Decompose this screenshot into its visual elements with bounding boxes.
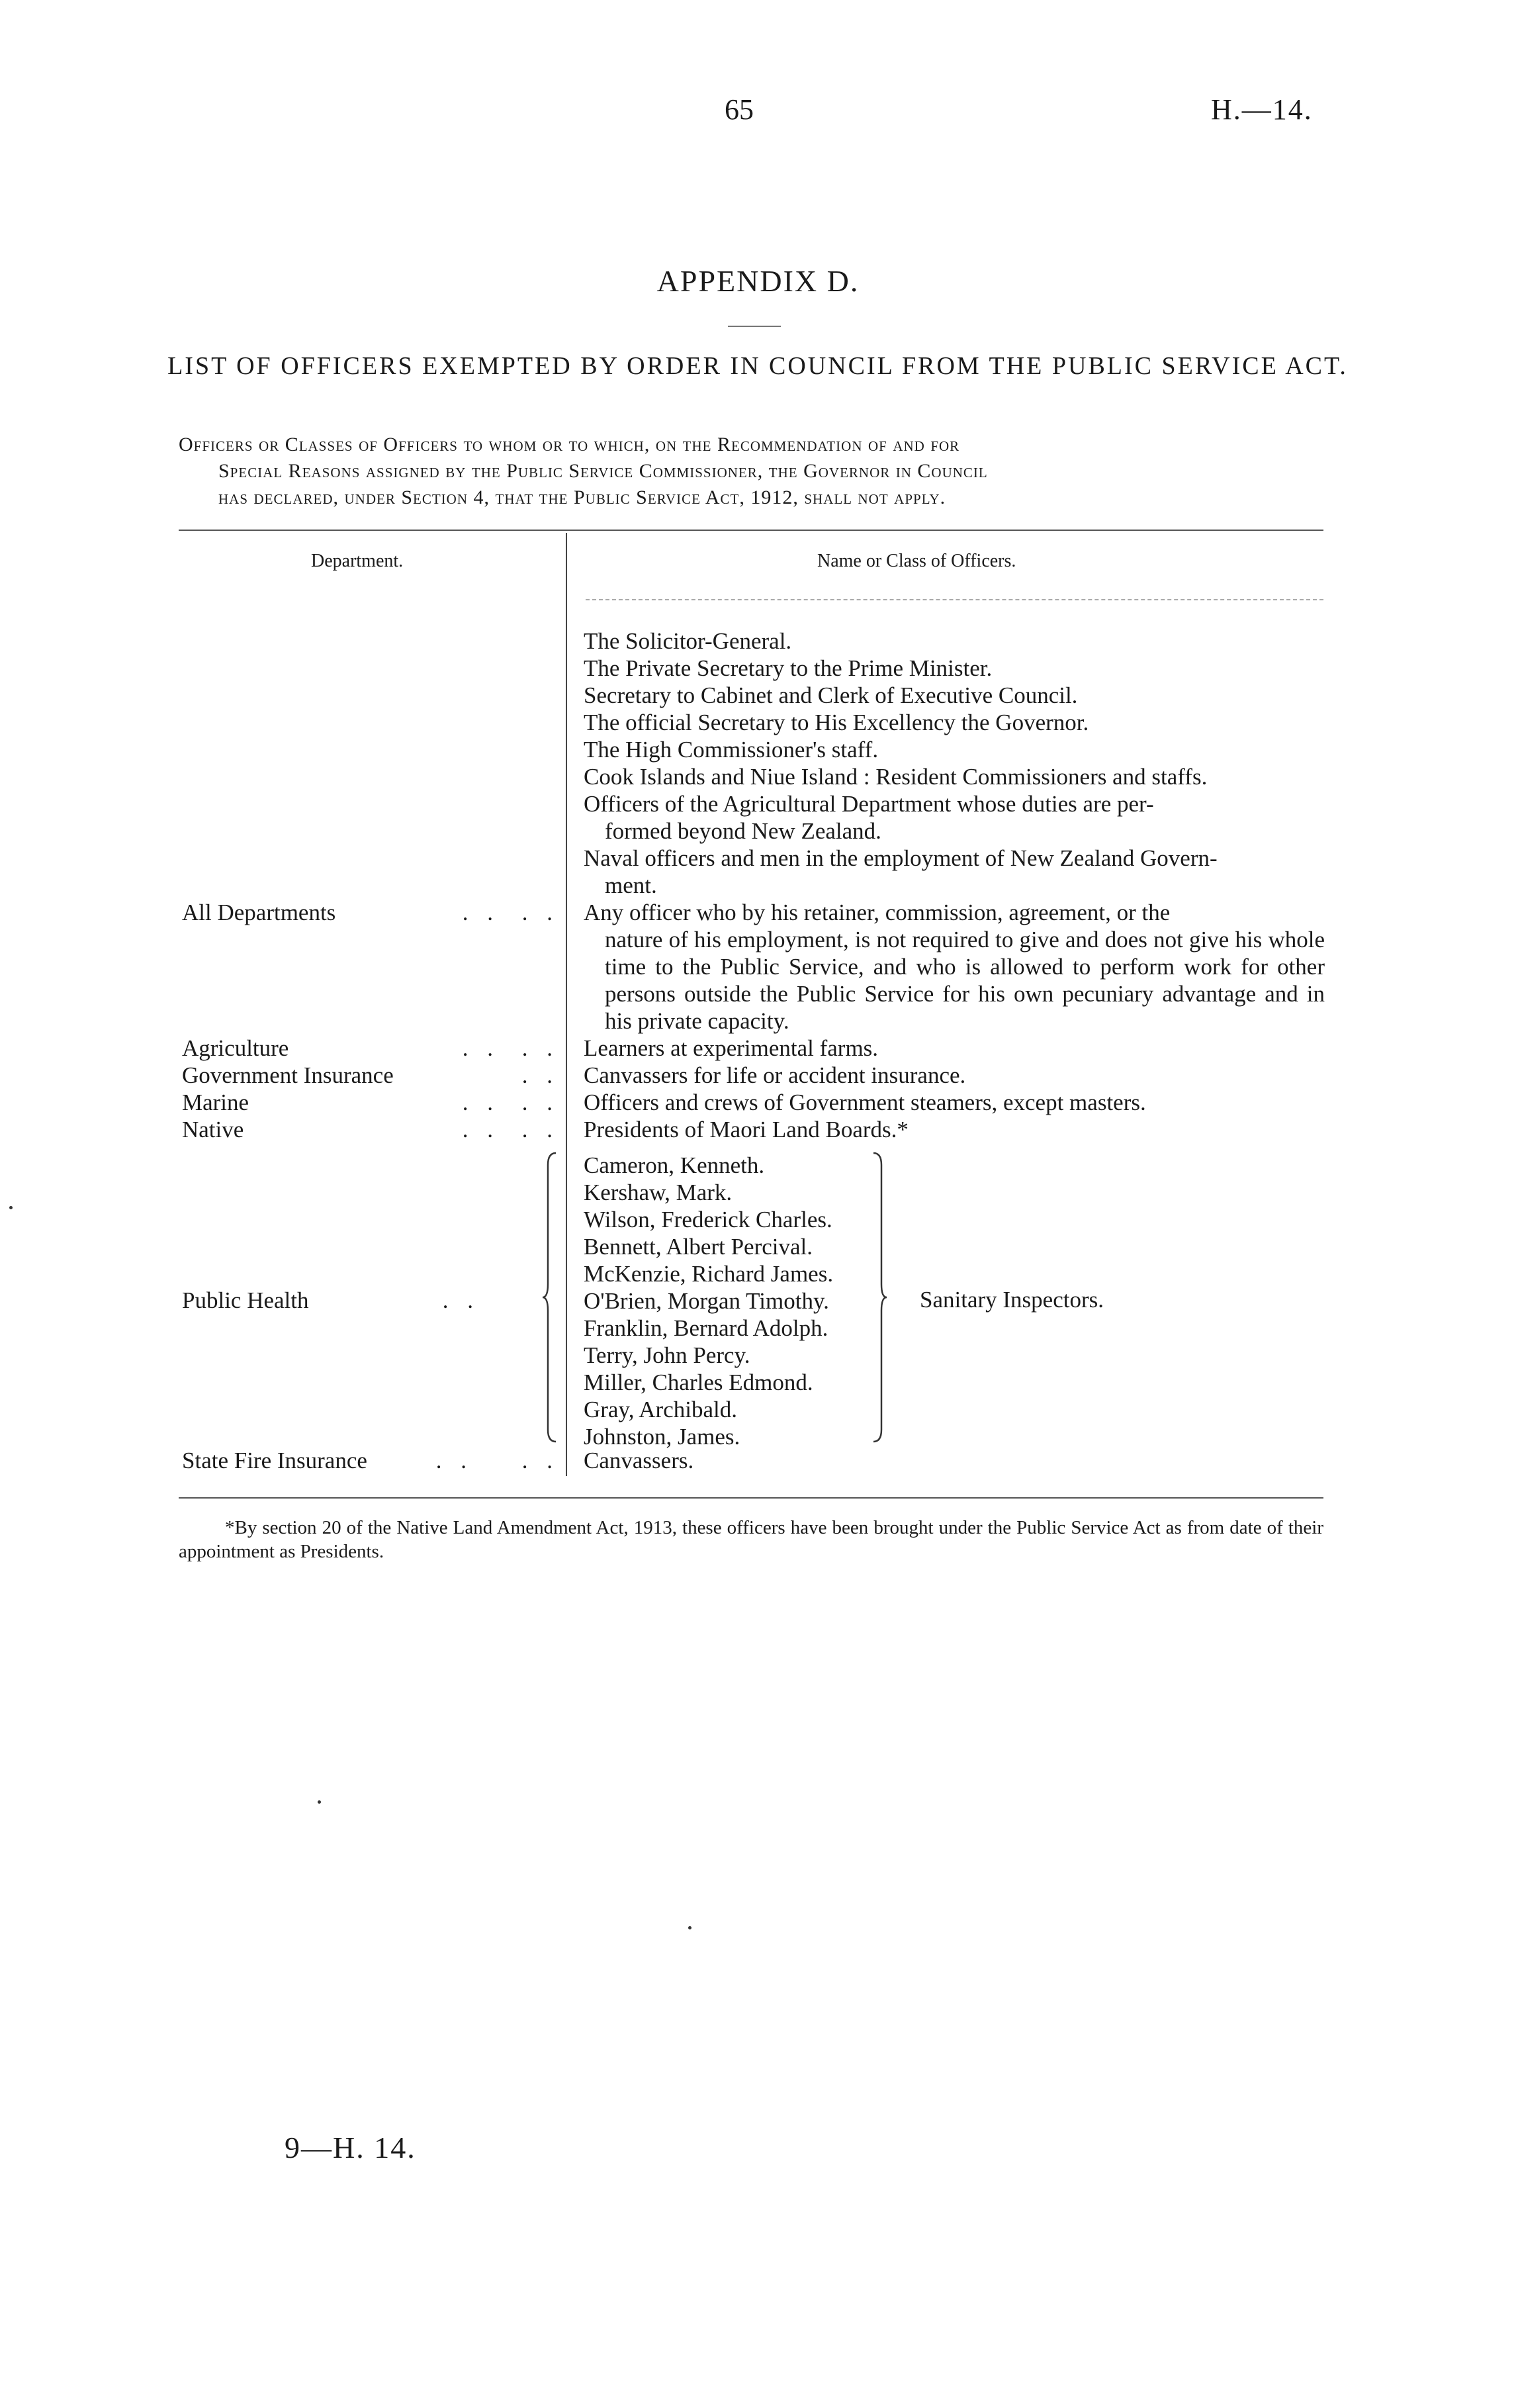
list-item: Franklin, Bernard Adolph. bbox=[584, 1315, 828, 1341]
table-row-officers: Canvassers for life or accident insurance. bbox=[584, 1062, 966, 1088]
footnote: *By section 20 of the Native Land Amendment Act, 1913, these officers have been brought under the Public Service Act as from date of their appointment as Presidents. bbox=[179, 1517, 1323, 1562]
leader-dots: . . bbox=[462, 1117, 500, 1142]
leader-dots: . . bbox=[521, 1062, 559, 1088]
leader-dots: . . bbox=[521, 1089, 559, 1115]
public-health-names bbox=[584, 1152, 833, 1450]
entry-continuation: ment. bbox=[605, 872, 657, 898]
department-label-state-fire-insurance bbox=[182, 1447, 559, 1474]
all-departments-entries bbox=[584, 627, 1325, 1143]
leader-dots: . . bbox=[442, 1287, 480, 1313]
list-item: The official Secretary to His Excellency the Governor. bbox=[584, 710, 1089, 735]
table-row-officers: Officers and crews of Government steamers, except masters. bbox=[584, 1089, 1146, 1115]
document-reference: H.—14. bbox=[1211, 93, 1313, 126]
leader-dots: . . bbox=[462, 900, 500, 925]
title-divider bbox=[728, 326, 781, 327]
entry-first-line: Naval officers and men in the employment of New Zealand Govern- bbox=[584, 845, 1218, 871]
department-label-public-health bbox=[182, 1287, 559, 1314]
leader-dots: . . bbox=[521, 900, 559, 925]
department-label-agriculture bbox=[182, 1035, 559, 1062]
department-label-marine bbox=[182, 1089, 559, 1116]
table-row-officers: Canvassers. bbox=[584, 1448, 694, 1473]
list-item bbox=[584, 790, 1325, 845]
entry-first-line: Officers of the Agricultural Department whose duties are per- bbox=[584, 791, 1154, 817]
scan-speck bbox=[688, 1926, 691, 1929]
list-item: Kershaw, Mark. bbox=[584, 1180, 733, 1205]
leader-dots: . . bbox=[435, 1448, 473, 1473]
scan-speck bbox=[318, 1800, 321, 1804]
list-item: McKenzie, Richard James. bbox=[584, 1261, 834, 1287]
list-item: Cook Islands and Niue Island : Resident Commissioners and staffs. bbox=[584, 764, 1208, 790]
right-brace-icon bbox=[872, 1152, 888, 1443]
department-name: Native bbox=[182, 1117, 244, 1142]
intro-line: Special Reasons assigned by the Public Service Commissioner, the Governor in Council bbox=[218, 460, 988, 482]
leader-dots: . . bbox=[462, 1035, 500, 1061]
intro-line: has declared, under Section 4, that the Public Service Act, 1912, shall not apply. bbox=[218, 486, 946, 508]
list-item: Cameron, Kenneth. bbox=[584, 1152, 765, 1178]
page-number: 65 bbox=[725, 93, 754, 126]
intro-paragraph bbox=[179, 432, 1323, 511]
column-header-officers: Name or Class of Officers. bbox=[817, 551, 1016, 571]
list-item: The Private Secretary to the Prime Minister. bbox=[584, 655, 993, 681]
public-health-role: Sanitary Inspectors. bbox=[920, 1287, 1104, 1313]
list-item bbox=[584, 845, 1325, 899]
leader-dots: . . bbox=[521, 1035, 559, 1061]
list-item: Terry, John Percy. bbox=[584, 1342, 750, 1368]
entry-continuation: nature of his employment, is not required to give and does not give his whole time to the Public Service, and who is allowed to perform work for other persons outside the Public Service for his own pecuniary advantage and in his private capacity. bbox=[605, 927, 1325, 1034]
department-label-native bbox=[182, 1116, 559, 1143]
list-item: Bennett, Albert Percival. bbox=[584, 1234, 813, 1260]
department-name: Agriculture bbox=[182, 1035, 289, 1061]
entry-continuation: formed beyond New Zealand. bbox=[605, 818, 881, 844]
sheet-reference: 9—H. 14. bbox=[285, 2131, 416, 2164]
list-item: Secretary to Cabinet and Clerk of Executive Council. bbox=[584, 682, 1078, 708]
column-header-department: Department. bbox=[311, 551, 404, 571]
department-name: Government Insurance bbox=[182, 1062, 394, 1088]
leader-dots: . . bbox=[521, 1448, 559, 1473]
column-divider bbox=[566, 533, 567, 1476]
list-title: LIST OF OFFICERS EXEMPTED BY ORDER IN COUNCIL FROM THE PUBLIC SERVICE ACT. bbox=[167, 352, 1348, 380]
list-item: The Solicitor-General. bbox=[584, 628, 792, 654]
list-item: Gray, Archibald. bbox=[584, 1397, 737, 1422]
list-item bbox=[584, 899, 1325, 1035]
header-rule bbox=[586, 599, 1323, 600]
table-top-rule bbox=[179, 530, 1323, 531]
entry-first-line: Any officer who by his retainer, commission, agreement, or the bbox=[584, 900, 1171, 925]
department-name: State Fire Insurance bbox=[182, 1448, 367, 1473]
table-row-officers: Presidents of Maori Land Boards.* bbox=[584, 1117, 909, 1142]
department-label-government-insurance bbox=[182, 1062, 559, 1089]
scan-speck bbox=[9, 1206, 13, 1209]
left-brace-icon bbox=[541, 1152, 557, 1443]
intro-line: Officers or Classes of Officers to whom or to which, on the Recommendation of and for bbox=[179, 434, 960, 455]
department-label-all bbox=[182, 899, 559, 926]
table-row-officers: Learners at experimental farms. bbox=[584, 1035, 879, 1061]
leader-dots: . . bbox=[521, 1117, 559, 1142]
department-name: Marine bbox=[182, 1089, 249, 1115]
table-bottom-rule bbox=[179, 1497, 1323, 1499]
list-item: Wilson, Frederick Charles. bbox=[584, 1207, 832, 1232]
list-item: Johnston, James. bbox=[584, 1424, 740, 1450]
list-item: The High Commissioner's staff. bbox=[584, 737, 879, 763]
leader-dots: . . bbox=[462, 1089, 500, 1115]
list-item: Miller, Charles Edmond. bbox=[584, 1369, 813, 1395]
department-name: Public Health bbox=[182, 1287, 309, 1313]
department-name: All Departments bbox=[182, 900, 336, 925]
appendix-title: APPENDIX D. bbox=[656, 264, 860, 298]
list-item: O'Brien, Morgan Timothy. bbox=[584, 1288, 829, 1314]
